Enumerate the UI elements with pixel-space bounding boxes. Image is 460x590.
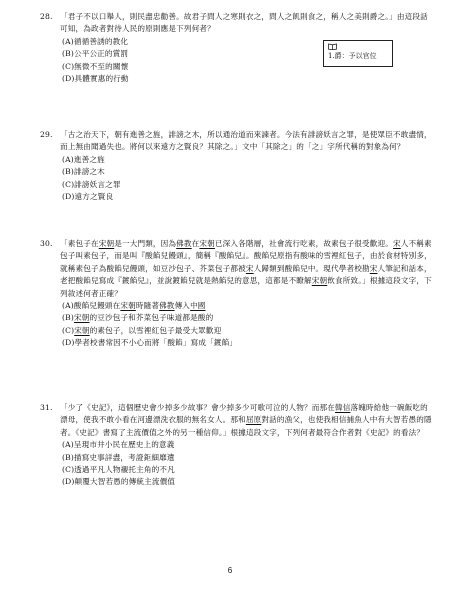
question-31 xyxy=(40,402,432,489)
option-a: (A)呈現市井小民在歷史上的意義 xyxy=(62,440,175,450)
text-run: 人歸類到酸餡兒中。現代學者校勘 xyxy=(253,263,370,273)
text-run: 在 xyxy=(191,239,200,248)
text-run: 時隨著 xyxy=(135,301,160,311)
footnote-box xyxy=(323,40,393,67)
proper-name: 韓信 xyxy=(334,403,351,412)
option-a: (A)進善之旌 xyxy=(62,154,105,164)
proper-name: 宋 xyxy=(393,239,401,248)
question-number: 28. xyxy=(40,12,53,21)
text-run: (A)酸餡兒饅頭在 xyxy=(62,301,121,311)
text-run: 是一大門類，因為 xyxy=(114,239,177,248)
text-run: 對話的漁父，也使我相信捕魚人中有大智若愚的隱者。《史記》書寫了主流價值之外的另一種信仰。」根據這段文字，下列何者最符合作者對《史記》的看法？ xyxy=(60,415,432,437)
proper-name: 中國 xyxy=(190,301,206,311)
option-d xyxy=(40,337,432,349)
text-run: 「少了《史記》，這個歷史會少掉多少故事？會少掉多少可歌可泣的人物？而那在 xyxy=(60,403,335,412)
proper-name: 屈原 xyxy=(245,415,262,425)
proper-name: 宋 xyxy=(245,263,254,273)
question-text: 「古之治天下，朝有進善之旌，誹謗之木，所以通治道而來諫者。今法有誹謗妖言之罪，是使眾臣不敢盡情，而上無由聞過失也。將何以來遠方之賢良？其除之。」文中「其除之」的「之」字所代稱的對象為何？ xyxy=(60,130,432,152)
option-b: (B)描寫史事詳盡，考證鉅細靡遺 xyxy=(62,452,175,462)
text-run: 的豆沙包子和芥菜包子味道都是酸的 xyxy=(89,313,214,323)
option-a xyxy=(40,300,432,312)
question-number: 30. xyxy=(40,239,53,248)
question-30 xyxy=(40,238,432,350)
text-run: (D)學者校書常因不小心而將「酸餡」寫成「鍍餡」 xyxy=(62,338,238,348)
proper-name: 宋朝 xyxy=(311,276,328,286)
text-run: 人筆記和話本，老把酸餡兒寫成『鍍餡兒』，並說鍍餡兒就是熱餡兒的意思，這都是不瞭解 xyxy=(60,263,432,286)
proper-name: 宋朝 xyxy=(73,313,90,323)
text-run: (B) xyxy=(62,313,74,323)
question-stem xyxy=(40,129,432,154)
question-stem xyxy=(40,402,432,439)
option-d: (D)顛覆大智若愚的傳統主流價值 xyxy=(62,477,176,487)
text-run: 「素包子在 xyxy=(60,239,99,248)
text-run: 飲食所致。」根據這段文字，下列敘述何者正確？ xyxy=(60,276,432,298)
proper-name: 宋朝 xyxy=(98,239,115,248)
text-run: 傳入 xyxy=(174,301,191,311)
question-stem xyxy=(40,238,432,300)
option-c: (C)透過平凡人物襯托主角的不凡 xyxy=(62,465,175,475)
question-29 xyxy=(40,129,432,203)
option-c xyxy=(40,325,432,337)
text-run: 已深入各階層，社會流行吃素，故素包子很受歡迎。 xyxy=(214,239,394,248)
option-b: (B)誹謗之木 xyxy=(62,167,105,177)
text-run: (C) xyxy=(62,325,75,335)
proper-name: 佛教 xyxy=(159,301,175,311)
proper-name: 宋朝 xyxy=(199,239,215,248)
option-b: (B)公平公正的賞罰 xyxy=(62,49,129,59)
option-c: (C)誹謗妖言之罪 xyxy=(62,179,121,189)
proper-name: 宋朝 xyxy=(120,301,136,311)
book-icon xyxy=(328,43,337,50)
option-b xyxy=(40,312,432,324)
text-run: 落魄時給他一碗飯吃的漂母，使我不敢小看在河邊漂洗衣服的無名女人。那和 xyxy=(60,403,428,425)
proper-name: 宋 xyxy=(369,263,378,273)
question-number: 31. xyxy=(40,403,53,412)
question-text: 「君子不以口舉人，則民盡忠勸善。故君子問人之寒則衣之，問人之飢則食之，稱人之美則爵之。」由這段話可知，為政者對待人民的原則應是下列何者？ xyxy=(60,12,428,34)
text-run: 的素包子，以雪裡紅包子最受大眾歡迎 xyxy=(89,325,222,335)
option-d: (D)具體實惠的行動 xyxy=(62,74,129,84)
text-run: 人不稱素包子叫素包子，而是叫『酸餡兒饅頭』，簡稱『酸餡兒』。酸餡兒原指有酸味的雪裡紅包子，由於食材特別多，就稱素包子為酸餡兒饅頭，如豆沙包子、芥菜包子都被 xyxy=(60,239,432,273)
question-number: 29. xyxy=(40,130,53,139)
question-stem xyxy=(40,11,432,36)
proper-name: 宋朝 xyxy=(74,325,90,335)
page-number: 6 xyxy=(227,566,233,575)
option-d: (D)遠方之賢良 xyxy=(62,192,114,202)
question-text xyxy=(60,403,432,437)
option-c: (C)無微不至的關懷 xyxy=(62,61,129,71)
option-a: (A)循循善誘的教化 xyxy=(62,36,129,46)
footnote-text: 1.爵：予以官位 xyxy=(328,52,377,60)
proper-name: 佛教 xyxy=(176,239,192,248)
question-text xyxy=(60,239,432,298)
